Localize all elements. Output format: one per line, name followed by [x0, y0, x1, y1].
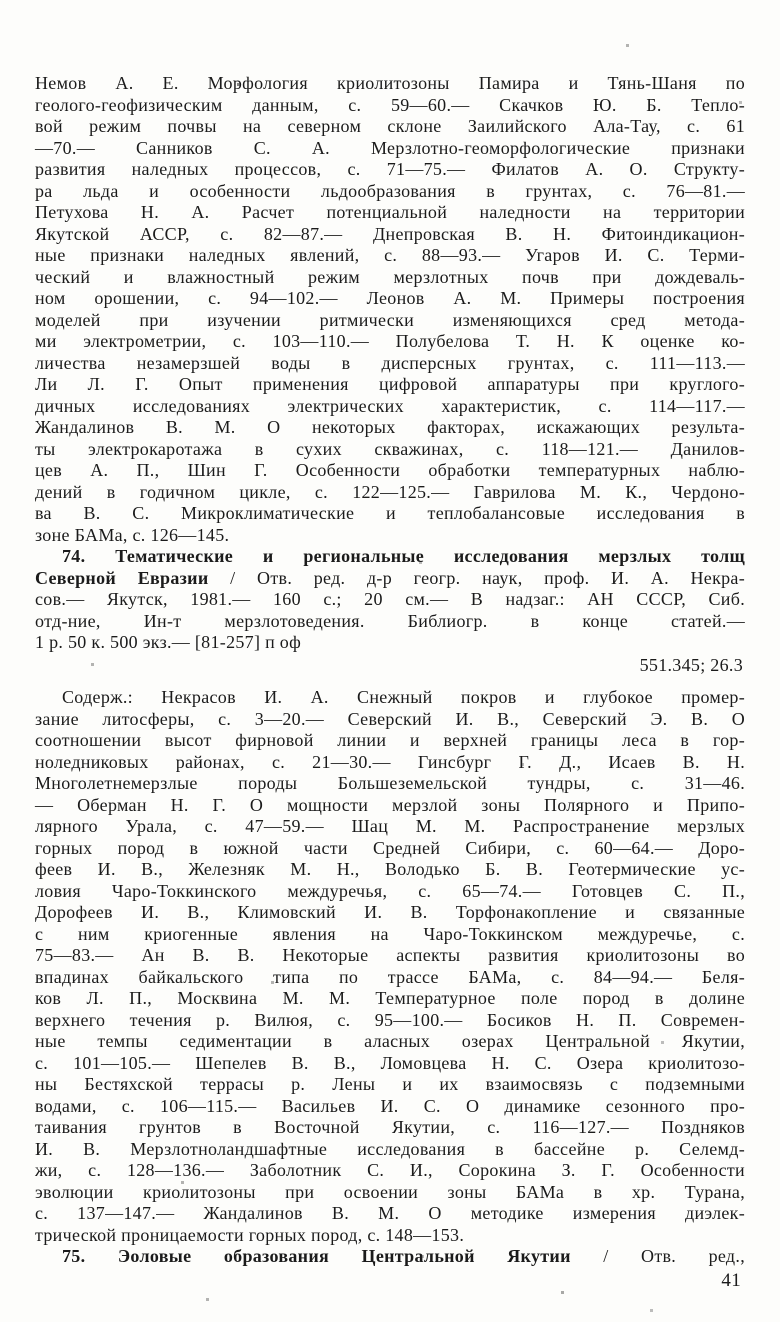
text-line [35, 859, 745, 881]
text-line [35, 310, 745, 332]
text-run: Якутской АССР, с. 82—87.— Днепровская В. Н. Фитоиндикацион- [35, 223, 745, 244]
text-line [35, 202, 745, 224]
text-run: Жандалинов В. М. О некоторых факторах, искажающих результа- [35, 417, 745, 437]
text-run: 75—83.— Ан В. В. Некоторые аспекты развития криолитозоны во [35, 945, 745, 965]
text-line [35, 752, 745, 774]
text-run: ческий и влажностный режим мерзлотных почв при дождеваль- [35, 266, 745, 287]
text-line [35, 795, 745, 817]
text-line [35, 967, 745, 989]
text-run: зоне БАМа, с. 126—145. [35, 524, 230, 545]
text-line [35, 396, 745, 418]
text-run: / Отв. ред., [570, 1246, 745, 1266]
text-run: отд-ние, Ин-т мерзлотоведения. Библиогр. в конце статей.— [35, 610, 745, 631]
text-run: ны Бестяхской террасы р. Лены и их взаимосвязь с подземными [35, 1074, 745, 1094]
text-line [35, 138, 745, 160]
text-run: цев А. П., Шин Г. Особенности обработки температурных наблю- [35, 460, 745, 480]
text-line [35, 95, 745, 117]
text-run: ловия Чаро-Токкинского междуречья, с. 65—74.— Готовцев С. П., [35, 880, 745, 901]
text-line [35, 589, 745, 611]
text-run: 74. Тематические и региональные исследования мерзлых толщ [62, 546, 745, 566]
text-line [35, 331, 745, 353]
text-line [35, 1246, 745, 1268]
text-run: развития наледных процессов, с. 71—75.— Филатов А. О. Структу- [35, 159, 745, 179]
text-line [35, 267, 745, 289]
text-run: ные признаки наледных явлений, с. 88—93.— Угаров И. С. Терми- [35, 245, 745, 265]
text-run: с. 101—105.— Шепелев В. В., Ломовцева Н. С. Озера криолитозо- [35, 1052, 745, 1073]
text-run: ные темпы седиментации в аласных озерах Центральной Якутии, [35, 1031, 745, 1051]
text-line [35, 353, 745, 375]
text-run: дичных исследованиях электрических характеристик, с. 114—117.— [35, 395, 745, 416]
text-line [35, 503, 745, 525]
text-run: лярного Урала, с. 47—59.— Шац М. М. Распространение мерзлых [35, 816, 745, 836]
text-run: эволюции криолитозоны при освоении зоны БАМа в хр. Турана, [35, 1181, 745, 1202]
text-run: жи, с. 128—136.— Заболотник С. И., Сорокина З. Г. Особенности [35, 1160, 745, 1180]
classification-code: 551.345; 26.3 [639, 654, 743, 675]
text-run: феев И. В., Железняк М. Н., Володько Б. В. Геотермические ус- [35, 859, 745, 879]
text-run: соотношении высот фирновой линии и верхней границы леса в гор- [35, 730, 745, 750]
text-run: ми электрометрии, с. 103—110.— Полубелова Т. Н. К оценке ко- [35, 331, 745, 351]
text-line [35, 181, 745, 203]
text-line [35, 709, 745, 731]
text-line [35, 1203, 745, 1225]
text-run: моделей при изучении ритмически изменяющихся сред метода- [35, 309, 745, 330]
text-line [35, 611, 745, 633]
text-line [35, 945, 745, 967]
entry-73-continuation [35, 73, 745, 546]
entry-75 [35, 1246, 745, 1268]
text-line [35, 460, 745, 482]
text-run: дений в годичном цикле, с. 122—125.— Гаврилова М. К., Чердоно- [35, 481, 745, 502]
text-line [35, 546, 745, 568]
text-line [35, 245, 745, 267]
text-line [35, 838, 745, 860]
text-run: Содерж.: Некрасов И. А. Снежный покров и глубокое промер- [62, 687, 745, 707]
text-line [35, 773, 745, 795]
text-line [35, 1010, 745, 1032]
text-line [35, 902, 745, 924]
text-line [35, 1117, 745, 1139]
text-run: Ли Л. Г. Опыт применения цифровой аппаратуры при круглого- [35, 374, 745, 394]
text-run: 1 р. 50 к. 500 экз.— [81-257] п оф [35, 632, 302, 652]
text-run: ноледниковых районах, с. 21—30.— Гинсбург Г. Д., Исаев В. Н. [35, 751, 745, 772]
text-run: верхнего течения р. Вилюя, с. 95—100.— Босиков Н. П. Современ- [35, 1009, 745, 1030]
text-line [35, 568, 745, 590]
text-line [35, 288, 745, 310]
text-line [35, 1096, 745, 1118]
text-line [35, 1225, 745, 1247]
text-line [35, 881, 745, 903]
text-run: Многолетнемерзлые породы Большеземельской тундры, с. 31—46. [35, 773, 745, 793]
text-run: с. 137—147.— Жандалинов В. М. О методике измерения диэлек- [35, 1203, 745, 1223]
text-line [35, 159, 745, 181]
text-line [35, 988, 745, 1010]
text-run: таивания грунтов в Восточной Якутии, с. 116—127.— Поздняков [35, 1117, 745, 1137]
text-run: ва В. С. Микроклиматические и теплобалансовые исследования в [35, 503, 745, 523]
page-number: 41 [721, 1269, 741, 1291]
text-line [35, 687, 745, 709]
text-line [35, 632, 745, 654]
text-line [35, 1182, 745, 1204]
text-line [35, 1053, 745, 1075]
text-line [35, 816, 745, 838]
text-run: Северной Евразии [35, 567, 209, 588]
text-line [35, 116, 745, 138]
text-line [35, 224, 745, 246]
text-run: вой режим почвы на северном склоне Заилийского Ала-Тау, с. 61 [35, 116, 745, 136]
text-line [35, 924, 745, 946]
text-line [35, 482, 745, 504]
text-run: с ним криогенные явления на Чаро-Токкинском междуречье, с. [35, 923, 745, 944]
text-run: 75. Эоловые образования Центральной Якутии [62, 1246, 571, 1266]
text-run: ков Л. П., Москвина М. М. Температурное поле пород в долине [35, 988, 745, 1008]
text-line [35, 1160, 745, 1182]
text-line [35, 374, 745, 396]
text-run: трической проницаемости горных пород, с. 148—153. [35, 1224, 465, 1245]
text-line [35, 73, 745, 95]
text-line [35, 525, 745, 547]
text-run: — Оберман Н. Г. О мощности мерзлой зоны Полярного и Припо- [35, 794, 745, 815]
text-line [35, 1139, 745, 1161]
text-run: —70.— Санников С. А. Мерзлотно-геоморфологические признаки [35, 137, 745, 158]
text-run: Петухова Н. А. Расчет потенциальной наледности на территории [35, 202, 745, 222]
text-run: горных пород в южной части Средней Сибири, с. 60—64.— Доро- [35, 837, 745, 858]
text-line [35, 1074, 745, 1096]
text-run: водами, с. 106—115.— Васильев И. С. О динамике сезонного про- [35, 1095, 745, 1116]
text-run: впадинах байкальского типа по трассе БАМа, с. 84—94.— Беля- [35, 966, 745, 987]
entry-74 [35, 546, 745, 654]
text-run: И. В. Мерзлотноландшафтные исследования в бассейне р. Селемд- [35, 1138, 745, 1159]
text-run: сов.— Якутск, 1981.— 160 с.; 20 см.— В надзаг.: АН СССР, Сиб. [35, 589, 745, 609]
text-line [35, 730, 745, 752]
text-line [35, 439, 745, 461]
entry-74-contents [35, 687, 745, 1246]
text-run: зание литосферы, с. 3—20.— Северский И. В., Северский Э. В. О [35, 708, 745, 729]
text-run: ном орошении, с. 94—102.— Леонов А. М. Примеры построения [35, 288, 745, 308]
text-run: ты электрокаротажа в сухих скважинах, с. 118—121.— Данилов- [35, 438, 745, 459]
text-run: личества незамерзшей воды в дисперсных грунтах, с. 111—113.— [35, 352, 745, 373]
text-run: / Отв. ред. д-р геогр. наук, проф. И. А. Некра- [208, 567, 746, 588]
text-line [35, 1031, 745, 1053]
text-run: геолого-геофизическим данным, с. 59—60.— Скачков Ю. Б. Тепло- [35, 94, 745, 115]
text-run: ра льда и особенности льдообразования в грунтах, с. 76—81.— [35, 180, 745, 201]
text-run: Дорофеев И. В., Климовский И. В. Торфонакопление и связанные [35, 902, 745, 922]
text-line [35, 417, 745, 439]
text-run: Немов А. Е. Морфология криолитозоны Памира и Тянь-Шаня по [35, 73, 745, 93]
